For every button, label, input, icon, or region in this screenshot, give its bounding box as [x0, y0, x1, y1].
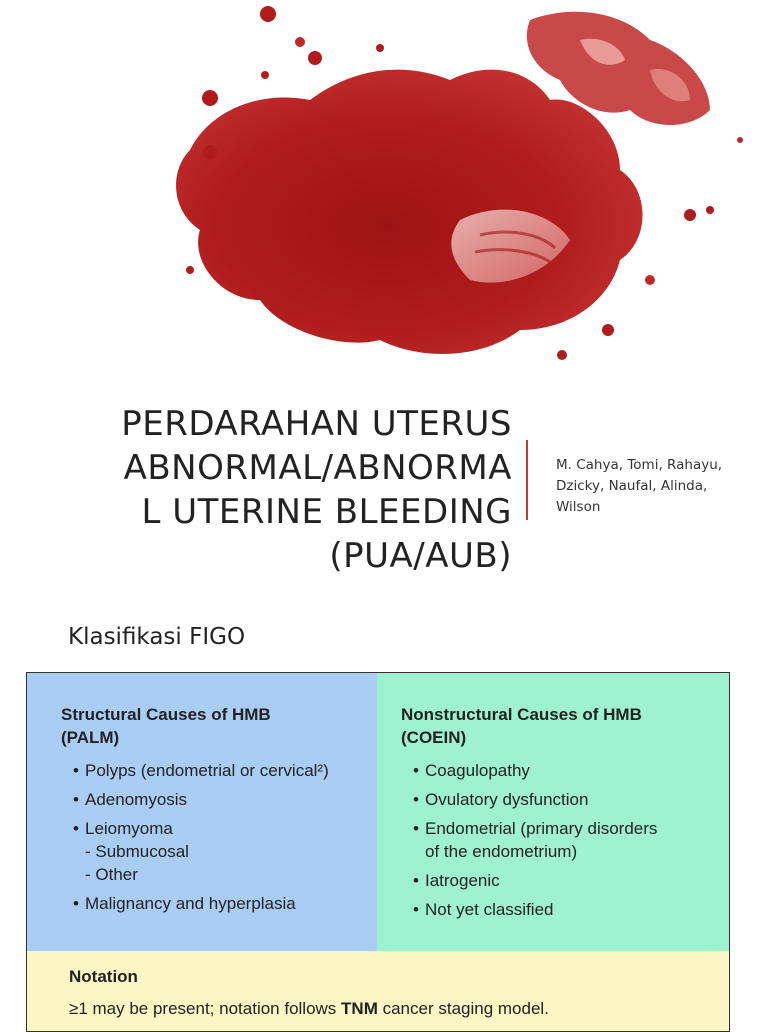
- authors-line: Dzicky, Naufal, Alinda,: [556, 478, 708, 494]
- notation-text: [69, 999, 549, 1019]
- structural-causes-panel: [27, 673, 377, 951]
- notation-text-bold: TNM: [341, 999, 378, 1018]
- nonstructural-heading: [401, 703, 642, 749]
- list-item-text: Endometrial (primary disorders: [425, 819, 658, 838]
- list-item-text: Malignancy and hyperplasia: [85, 894, 296, 913]
- list-item: • Ovulatory dysfunction: [413, 790, 589, 809]
- notation-panel: [27, 951, 730, 1032]
- list-item-text: Iatrogenic: [425, 871, 500, 890]
- list-item: • Coagulopathy: [413, 761, 530, 780]
- structural-heading-line: Structural Causes of HMB: [61, 705, 271, 724]
- title-line: PERDARAHAN UTERUS: [121, 404, 512, 444]
- list-item-text: Adenomyosis: [85, 790, 188, 809]
- list-item-text: Polyps (endometrial or cervical²): [85, 761, 329, 780]
- notation-text-part: cancer staging model.: [377, 999, 549, 1018]
- list-item: • Endometrial (primary disorders of the endometrium): [413, 819, 658, 861]
- title-line: ABNORMAL/ABNORMA: [123, 448, 512, 488]
- figo-classification-table: [26, 672, 730, 1032]
- list-item: • Malignancy and hyperplasia: [73, 894, 296, 913]
- authors-line: Wilson: [556, 499, 601, 515]
- list-item: • Leiomyoma - Submucosal - Other: [73, 817, 329, 886]
- structural-heading: [61, 703, 271, 749]
- list-item-text: Not yet classified: [425, 900, 554, 919]
- list-item: • Polyps (endometrial or cervical²): [73, 761, 329, 780]
- structural-heading-line: (PALM): [61, 728, 120, 747]
- list-item: • Not yet classified: [413, 900, 554, 919]
- authors-line: M. Cahya, Tomi, Rahayu,: [556, 457, 723, 473]
- sub-item: - Other: [85, 865, 138, 884]
- title-divider: [526, 440, 528, 520]
- nonstructural-heading-line: Nonstructural Causes of HMB: [401, 705, 642, 724]
- slide-title: Klasifikasi FIGO: [68, 624, 246, 650]
- nonstructural-causes-panel: [377, 673, 730, 951]
- list-item-text: Leiomyoma: [85, 819, 173, 838]
- presentation-title: [40, 402, 512, 578]
- notation-heading: Notation: [69, 967, 138, 986]
- nonstructural-list: [413, 759, 657, 927]
- nonstructural-heading-line: (COEIN): [401, 728, 467, 747]
- notation-text-part: ≥1 may be present; notation follows: [69, 999, 342, 1018]
- title-line: L UTERINE BLEEDING: [141, 492, 512, 532]
- title-line: (PUA/AUB): [329, 536, 512, 576]
- list-item: • Adenomyosis: [73, 790, 188, 809]
- structural-list: [73, 759, 329, 921]
- list-item-text: Coagulopathy: [425, 761, 530, 780]
- list-item-text: Ovulatory dysfunction: [425, 790, 589, 809]
- authors: [556, 455, 761, 518]
- blood-splatter-image: [150, 0, 768, 380]
- list-item-continuation: of the endometrium): [425, 842, 578, 861]
- list-item: • Iatrogenic: [413, 871, 500, 890]
- sub-item: - Submucosal: [85, 842, 189, 861]
